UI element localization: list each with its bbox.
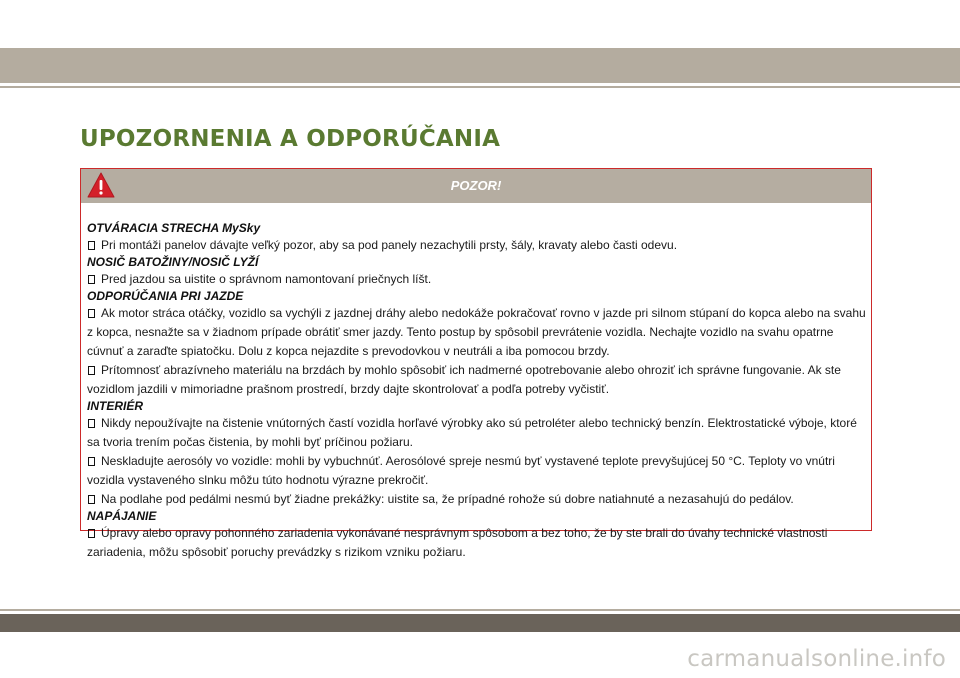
warning-content	[87, 221, 866, 562]
footer-band	[0, 614, 960, 632]
warning-item	[87, 361, 866, 399]
section-heading: ODPORÚČANIA PRI JAZDE	[87, 289, 244, 303]
section-heading: INTERIÉR	[87, 399, 144, 413]
warning-item	[87, 304, 866, 361]
warning-item	[87, 236, 866, 255]
checkbox-bullet-icon	[88, 309, 95, 318]
warning-item-text: Nikdy nepoužívajte na čistenie vnútorných častí vozidla horľavé výrobky ako sú petroléter alebo technický benzín. Elektrostatické výboje, ktoré sa tvoria trením počas čistenia, by mohli byť príčinou požiaru.	[87, 416, 857, 449]
warning-item-text: Na podlahe pod pedálmi nesmú byť žiadne prekážky: uistite sa, že prípadné rohože sú dobre natiahnuté a nezasahujú do pedálov.	[101, 492, 794, 506]
watermark: carmanualsonline.info	[687, 646, 946, 672]
warning-item-text: Ak motor stráca otáčky, vozidlo sa vychýli z jazdnej dráhy alebo nedokáže pokračovať rovno v jazde pri silnom stúpaní do kopca alebo na svahu z kopca, nesnažte sa v žiadnom prípade obrátiť smer jazdy. Tento postup by spôsobil prevrátenie vozidla. Nechajte vozidlo na svahu opatrne cúvnuť a zaraďte spiatočku. Dolu z kopca nejazdite s prevodovkou v neutráli a iba pomocou brzdy.	[87, 306, 866, 358]
warning-item-text: Pred jazdou sa uistite o správnom namontovaní priečnych líšt.	[101, 272, 432, 286]
header-rule	[0, 86, 960, 88]
warning-item	[87, 490, 866, 509]
checkbox-bullet-icon	[88, 495, 95, 504]
warning-item-text: Neskladujte aerosóly vo vozidle: mohli by vybuchnúť. Aerosólové spreje nesmú byť vystavené teplote prevyšujúcej 50 °C. Teploty vo vnútri vozidla vystaveného slnku môžu túto hodnotu výrazne prekročiť.	[87, 454, 835, 487]
checkbox-bullet-icon	[88, 419, 95, 428]
section-heading: OTVÁRACIA STRECHA MySky	[87, 221, 261, 235]
section-heading: NOSIČ BATOŽINY/NOSIČ LYŽÍ	[87, 255, 259, 269]
checkbox-bullet-icon	[88, 275, 95, 284]
page-title: UPOZORNENIA A ODPORÚČANIA	[80, 126, 501, 152]
header-band	[0, 48, 960, 83]
warning-item-text: Pri montáži panelov dávajte veľký pozor, aby sa pod panely nezachytili prsty, šály, kravaty alebo časti odevu.	[101, 238, 678, 252]
checkbox-bullet-icon	[88, 529, 95, 538]
section-heading: NAPÁJANIE	[87, 509, 157, 523]
warning-item	[87, 452, 866, 490]
footer-rule	[0, 609, 960, 611]
warning-item	[87, 414, 866, 452]
warning-label: POZOR!	[450, 178, 502, 193]
checkbox-bullet-icon	[88, 241, 95, 250]
warning-box	[80, 168, 872, 559]
warning-header	[81, 169, 871, 203]
warning-item-text: Prítomnosť abrazívneho materiálu na brzdách by mohlo spôsobiť ich nadmerné opotrebovanie alebo ohroziť ich správne fungovanie. Ak ste vozidlom jazdili v mimoriadne prašnom prostredí, brzdy dajte skontrolovať a podľa potreby vyčistiť.	[87, 363, 841, 396]
warning-item-text: Úpravy alebo opravy pohonného zariadenia vykonávané nesprávnym spôsobom a bez toho, že by ste brali do úvahy technické vlastnosti zariadenia, môžu spôsobiť poruchy prevádzky s rizikom vzniku požiaru.	[87, 526, 828, 559]
checkbox-bullet-icon	[88, 366, 95, 375]
warning-item	[87, 524, 866, 562]
warning-item	[87, 270, 866, 289]
checkbox-bullet-icon	[88, 457, 95, 466]
